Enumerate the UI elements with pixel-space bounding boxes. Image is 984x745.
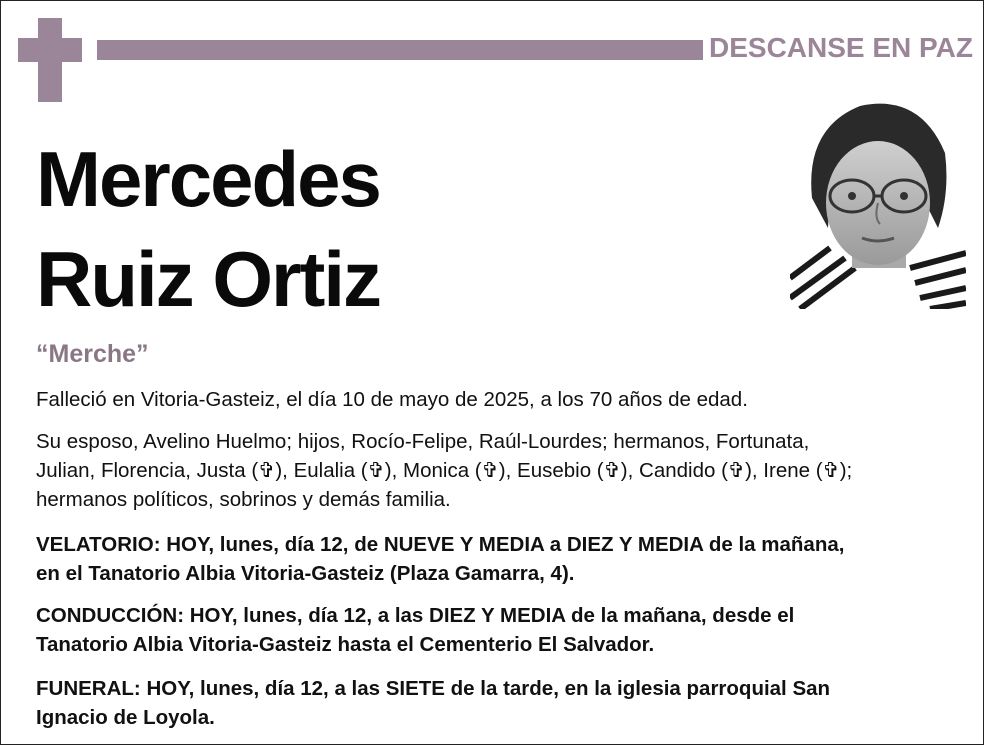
family-paragraph <box>36 427 956 514</box>
deceased-surnames: Ruiz Ortiz <box>36 235 380 323</box>
nickname: “Merche” <box>36 340 149 368</box>
conduccion-paragraph <box>36 601 956 659</box>
header-title: DESCANSE EN PAZ <box>709 32 973 63</box>
family-line: Julian, Florencia, Justa (✞), Eulalia (✞), Monica (✞), Eusebio (✞), Candido (✞), Irene (✞); <box>36 459 853 482</box>
velatorio-paragraph <box>36 530 956 588</box>
family-line: hermanos políticos, sobrinos y demás familia. <box>36 488 451 511</box>
velatorio-line: en el Tanatorio Albia Vitoria-Gasteiz (Plaza Gamarra, 4). <box>36 562 575 585</box>
conduccion-line: CONDUCCIÓN: HOY, lunes, día 12, a las DIEZ Y MEDIA de la mañana, desde el <box>36 604 795 627</box>
funeral-line: FUNERAL: HOY, lunes, día 12, a las SIETE de la tarde, en la iglesia parroquial San <box>36 677 831 700</box>
velatorio-line: VELATORIO: HOY, lunes, día 12, de NUEVE Y MEDIA a DIEZ Y MEDIA de la mañana, <box>36 533 845 556</box>
header-rule <box>97 40 703 60</box>
portrait-photo <box>790 98 966 309</box>
death-announcement <box>36 385 956 414</box>
deceased-first-name: Mercedes <box>36 135 380 223</box>
family-line: Su esposo, Avelino Huelmo; hijos, Rocío-Felipe, Raúl-Lourdes; hermanos, Fortunata, <box>36 430 810 453</box>
funeral-line: Ignacio de Loyola. <box>36 706 215 729</box>
portrait-image <box>790 98 966 309</box>
conduccion-line: Tanatorio Albia Vitoria-Gasteiz hasta el Cementerio El Salvador. <box>36 633 655 656</box>
death-line: Falleció en Vitoria-Gasteiz, el día 10 de mayo de 2025, a los 70 años de edad. <box>36 388 748 411</box>
cross-horizontal-bar <box>18 38 82 62</box>
funeral-paragraph <box>36 674 956 732</box>
